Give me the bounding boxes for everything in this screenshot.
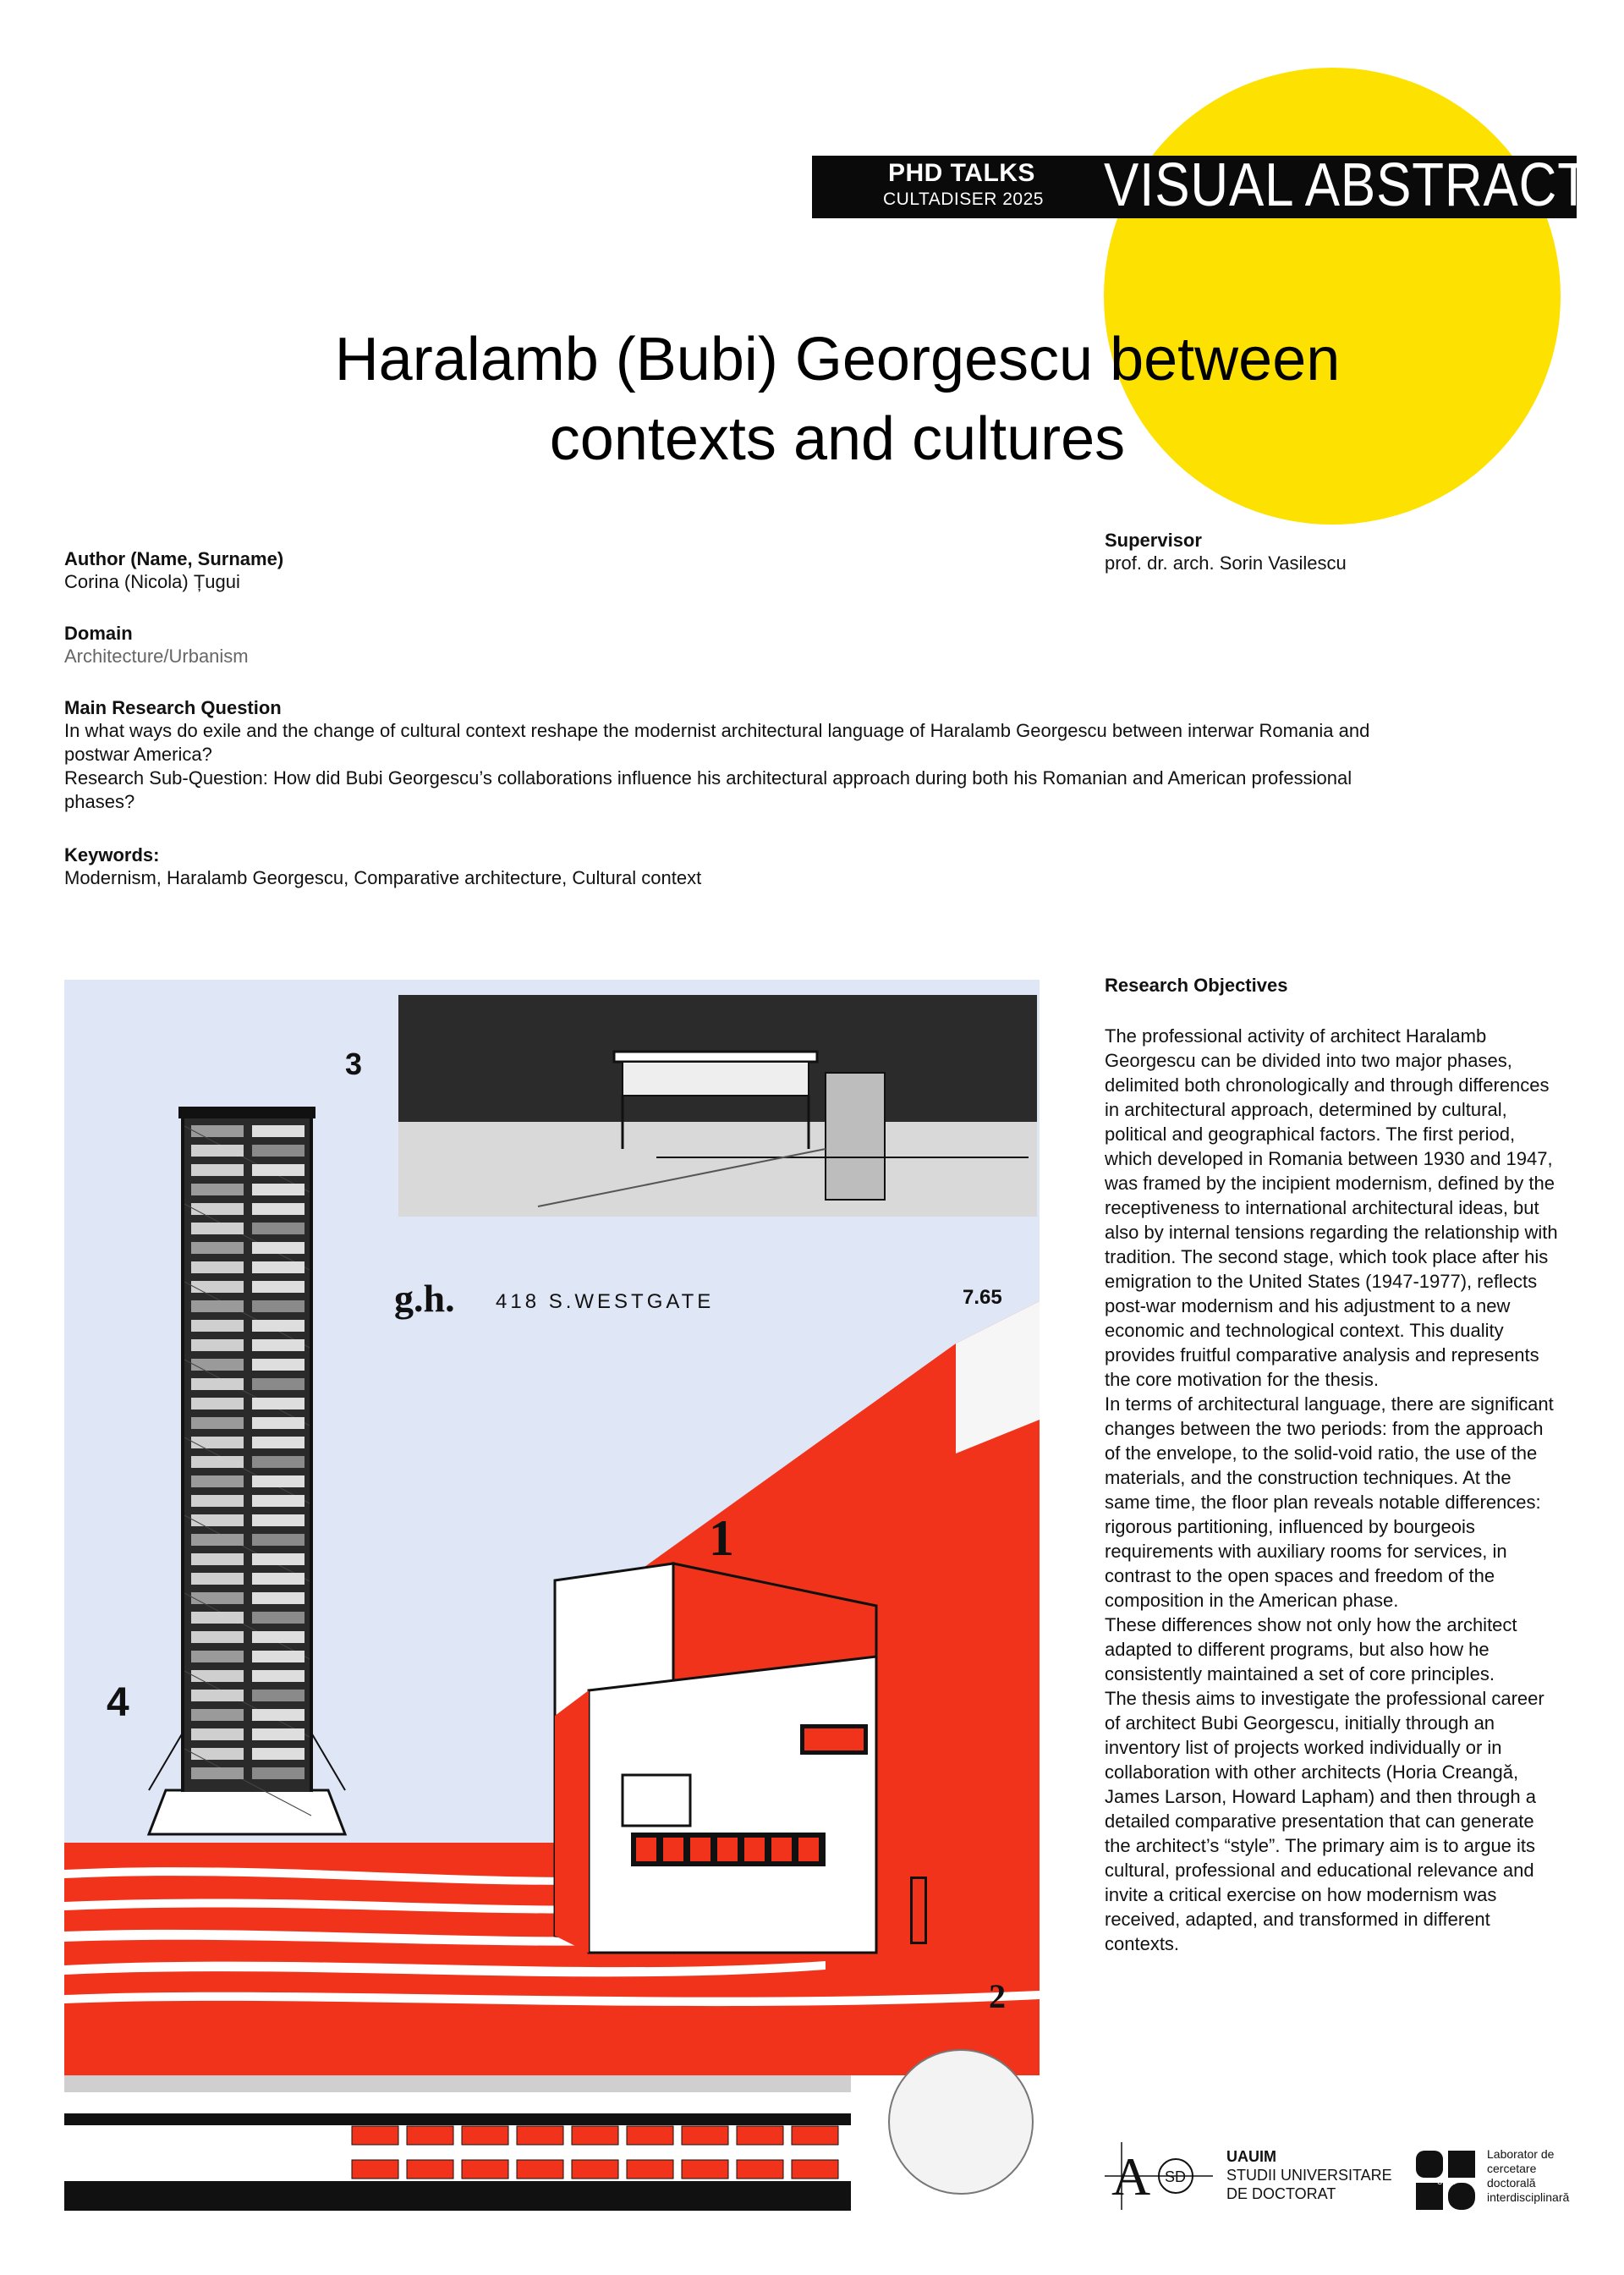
house-window: [690, 1838, 710, 1861]
uauim-logo-text: [1226, 2147, 1392, 2203]
building-bay: [682, 2160, 728, 2179]
research-label: Main Research Question: [64, 697, 282, 718]
title-line-1: Haralamb (Bubi) Georgescu between: [334, 326, 1341, 393]
objectives-paragraph-2: In terms of architectural language, there are significant changes between the two periods: from the approach of the envelope, to the solid-void ratio, the use of the materials, and the construction techniques. At the same time, the floor plan reveals notable differences: rigorous partitioning, influenced by bourgeois requirements with auxiliary rooms for services, in contrast to the open spaces and freedom of the composition in the American phase.: [1105, 1393, 1554, 1611]
house-window: [744, 1838, 765, 1861]
building-bay: [627, 2160, 673, 2179]
domain-block: [64, 623, 249, 668]
building-bay: [737, 2160, 783, 2179]
tower-floor-band: [191, 1378, 244, 1390]
tower-floor-band: [191, 1223, 244, 1234]
tower-floor-band: [252, 1612, 304, 1624]
house-window: [798, 1838, 819, 1861]
tower-floor-band: [191, 1631, 244, 1643]
tower-floor-band: [252, 1495, 304, 1507]
research-line-3: Research Sub-Question: How did Bubi Georgescu’s collaborations influence his architectural approach during both his Romanian and American professional: [64, 767, 1352, 789]
tower-floor-band: [191, 1709, 244, 1721]
title-line-2: contexts and cultures: [549, 405, 1126, 473]
laboratory-logo-mark: [1414, 2149, 1479, 2213]
house-drawing-1: [555, 1563, 927, 1953]
tower-floor-band: [191, 1728, 244, 1740]
tower-floor-band: [191, 1145, 244, 1157]
tower-floor-band: [252, 1417, 304, 1429]
tower-floor-band: [191, 1670, 244, 1682]
building-bay: [462, 2160, 508, 2179]
keywords-block: [64, 844, 701, 890]
tower-floor-band: [191, 1184, 244, 1195]
tower-floor-band: [252, 1631, 304, 1643]
phd-talks-label: PHD TALKS: [888, 159, 1035, 187]
tower-floor-band: [252, 1728, 304, 1740]
tower-floor-band: [252, 1281, 304, 1293]
tower-floor-band: [252, 1475, 304, 1487]
tower-floor-band: [252, 1300, 304, 1312]
tower-floor-band: [191, 1203, 244, 1215]
tower-floor-band: [252, 1203, 304, 1215]
tower-floor-band: [252, 1553, 304, 1565]
figure-number-2: 2: [989, 1977, 1006, 2015]
objectives-paragraph-3: These differences show not only how the architect adapted to different programs, but also how he consistently maintained a set of core principles.: [1105, 1614, 1517, 1684]
tower-floor-band: [252, 1709, 304, 1721]
tower-floor-band: [191, 1125, 244, 1137]
laboratory-mark-text: UCDI: [1437, 2178, 1456, 2186]
research-objectives-heading: Research Objectives: [1105, 975, 1288, 996]
tower-floor-band: [252, 1320, 304, 1332]
tower-floor-band: [252, 1398, 304, 1410]
uauim-title: UAUIM: [1226, 2148, 1276, 2165]
building-bay: [407, 2126, 453, 2145]
building-bay: [517, 2160, 563, 2179]
tower-floor-band: [252, 1223, 304, 1234]
tower-floor-band: [252, 1651, 304, 1662]
research-line-4: phases?: [64, 791, 135, 812]
tower-floor-band: [191, 1242, 244, 1254]
tower-floor-band: [252, 1592, 304, 1604]
objectives-paragraph-4: The thesis aims to investigate the professional career of architect Bubi Georgescu, initially through an inventory list of projects worked individually or in collaboration with other architects (Horia Creangă, James Larson, Howard Lapham) and then through a detailed comparative presentation that can generate the architect’s “style”. The primary aim is to argue its cultural, professional and educational relevance and invite a critical exercise on how modernism was received, adapted, and transformed in different contexts.: [1105, 1688, 1544, 1954]
collage-figure: [64, 980, 1040, 2211]
supervisor-label: Supervisor: [1105, 530, 1202, 551]
tower-floor-band: [191, 1300, 244, 1312]
tower-floor-band: [191, 1690, 244, 1701]
building-bay: [792, 2126, 838, 2145]
tower-floor-band: [191, 1359, 244, 1371]
pavilion-sketch-3: [398, 995, 1037, 1217]
building-bay: [517, 2126, 563, 2145]
tower-floor-band: [252, 1359, 304, 1371]
tower-floor-band: [191, 1514, 244, 1526]
author-value: Corina (Nicola) Țugui: [64, 571, 240, 592]
page-title: [0, 320, 1624, 479]
house-window: [663, 1838, 683, 1861]
house-window: [636, 1838, 656, 1861]
tower-floor-band: [191, 1534, 244, 1546]
uauim-sd: SD: [1165, 2168, 1187, 2185]
building-bay: [572, 2160, 618, 2179]
tower-floor-band: [191, 1320, 244, 1332]
building-bay: [407, 2160, 453, 2179]
gh-number: 7.65: [963, 1286, 1002, 1309]
tower-floor-band: [252, 1378, 304, 1390]
tower-floor-band: [191, 1573, 244, 1585]
tower-floor-band: [252, 1145, 304, 1157]
tower-drawing-4: [149, 1107, 345, 1834]
lab-line-3: doctorală: [1487, 2176, 1536, 2190]
tower-floor-band: [252, 1670, 304, 1682]
tower-floor-band: [191, 1553, 244, 1565]
visual-abstract-title: VISUAL ABSTRACT: [1104, 151, 1590, 219]
supervisor-value: prof. dr. arch. Sorin Vasilescu: [1105, 552, 1347, 574]
tower-floor-band: [191, 1767, 244, 1779]
tower-floor-band: [252, 1242, 304, 1254]
tower-floor-band: [191, 1495, 244, 1507]
tower-floor-band: [191, 1437, 244, 1448]
house-window: [771, 1838, 792, 1861]
research-line-2: postwar America?: [64, 744, 212, 765]
tower-floor-band: [252, 1534, 304, 1546]
lab-line-4: interdisciplinară: [1487, 2190, 1570, 2204]
keywords-value: Modernism, Haralamb Georgescu, Comparative architecture, Cultural context: [64, 867, 702, 888]
research-line-1: In what ways do exile and the change of cultural context reshape the modernist architectural language of Haralamb Georgescu between interwar Romania and: [64, 720, 1370, 741]
tower-floor-band: [191, 1281, 244, 1293]
uauim-line-1: STUDII UNIVERSITARE: [1226, 2167, 1392, 2184]
header-bar: [812, 151, 1590, 219]
tower-floor-band: [252, 1164, 304, 1176]
supervisor-block: [1105, 530, 1347, 575]
research-objectives-body: [1105, 1024, 1561, 1956]
tower-floor-band: [252, 1437, 304, 1448]
tower-floor-band: [252, 1748, 304, 1760]
tower-floor-band: [191, 1748, 244, 1760]
tower-floor-band: [191, 1456, 244, 1468]
tower-floor-band: [191, 1417, 244, 1429]
event-label: CULTADISER 2025: [883, 190, 1044, 209]
figure-number-4: 4: [107, 1680, 129, 1725]
tower-floor-band: [191, 1164, 244, 1176]
figure-number-1: 1: [709, 1510, 734, 1566]
tower-floor-band: [252, 1514, 304, 1526]
research-question-block: [64, 697, 1587, 814]
building-bay: [352, 2126, 398, 2145]
domain-value: Architecture/Urbanism: [64, 646, 249, 667]
tower-floor-band: [191, 1261, 244, 1273]
uauim-glyph: A: [1111, 2146, 1151, 2206]
building-bay: [462, 2126, 508, 2145]
tower-floor-band: [252, 1573, 304, 1585]
tower-floor-band: [191, 1339, 244, 1351]
tower-floor-band: [191, 1475, 244, 1487]
tower-floor-band: [252, 1456, 304, 1468]
gh-address: 418 S.WESTGATE: [496, 1290, 715, 1313]
lab-line-1: Laborator de: [1487, 2147, 1555, 2161]
domain-label: Domain: [64, 623, 133, 644]
uauim-line-2: DE DOCTORAT: [1226, 2185, 1336, 2202]
tower-floor-band: [252, 1767, 304, 1779]
laboratory-logo-text: [1487, 2147, 1569, 2205]
house-window: [717, 1838, 738, 1861]
tower-floor-band: [252, 1125, 304, 1137]
building-bay: [352, 2160, 398, 2179]
tower-floor-band: [191, 1651, 244, 1662]
tower-floor-band: [252, 1184, 304, 1195]
uauim-logo-mark: [1105, 2142, 1213, 2210]
gh-logo: g.h.: [394, 1277, 455, 1320]
building-bay: [627, 2126, 673, 2145]
tower-floor-band: [191, 1398, 244, 1410]
tower-floor-band: [191, 1592, 244, 1604]
tower-floor-band: [252, 1261, 304, 1273]
tower-floor-band: [191, 1612, 244, 1624]
building-bay: [572, 2126, 618, 2145]
tower-floor-band: [252, 1339, 304, 1351]
objectives-paragraph-1: The professional activity of architect Haralamb Georgescu can be divided into two major phases, delimited both chronologically and through differences in architectural approach, determined by cultural, political and geographical factors. The first period, which developed in Romania between 1930 and 1947, was framed by the incipient modernism, defined by the receptiveness to international architectural ideas, but also by internal tensions regarding the relationship with tradition. The second stage, which took place after his emigration to the United States (1947-1977), reflects post-war modernism and his adjustment to a new economic and technological context. This duality provides fruitful comparative analysis and represents the core motivation for the thesis.: [1105, 1025, 1558, 1390]
lab-line-2: cercetare: [1487, 2162, 1537, 2175]
figure-number-3: 3: [345, 1047, 363, 1081]
author-block: [64, 548, 283, 594]
author-label: Author (Name, Surname): [64, 548, 284, 569]
building-bay: [792, 2160, 838, 2179]
building-bay: [737, 2126, 783, 2145]
keywords-label: Keywords:: [64, 844, 160, 865]
building-bay: [682, 2126, 728, 2145]
tower-floor-band: [252, 1690, 304, 1701]
